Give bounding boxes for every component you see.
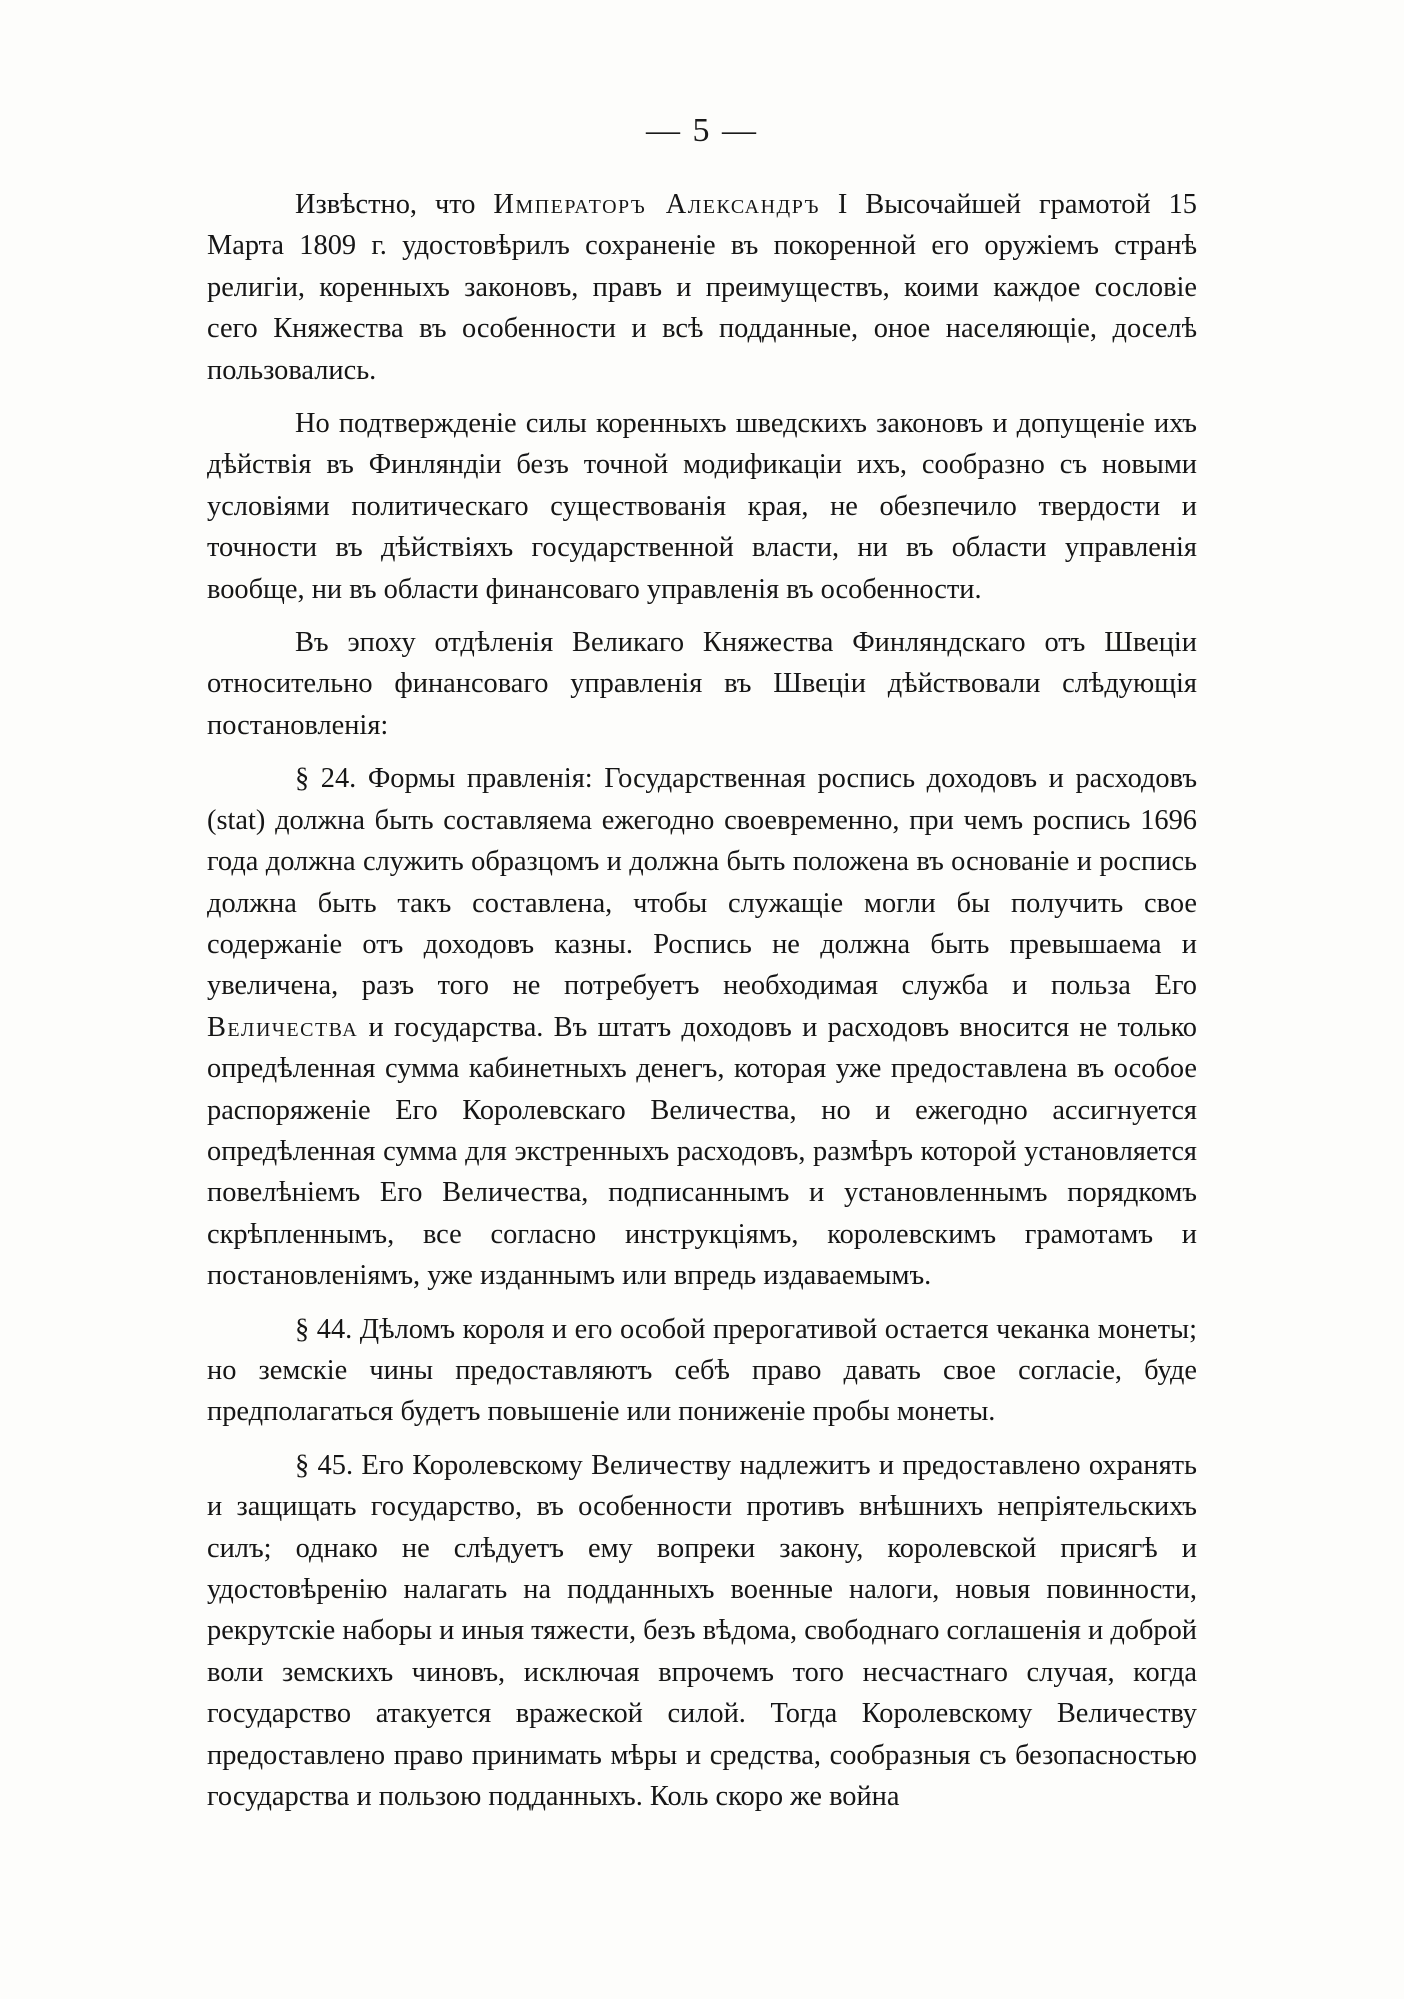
section-24-text-1: § 24. Формы правленія: Государственная роспись доходовъ и расходовъ (stat) должна быть составляема ежегодно своевременно, при чемъ роспись 1696 года должна служить образцомъ и должна быть положена въ основаніе и роспись должна быть такъ составлена, чтобы служащіе могли бы получить свое содержаніе отъ доходовъ казны. Роспись не должна быть превышаема и увеличена, разъ того не потребуетъ необходимая служба и польза Его xyxy=(207,763,1197,1002)
paragraph-intro-text-2: I Высочайшей грамотой 15 Марта 1809 г. удостовѣрилъ сохраненіе въ покоренной его оружіемъ странѣ религіи, коренныхъ законовъ, правъ и преимуществъ, коими каждое сословіе сего Княжества въ особенности и всѣ подданные, оное населяющіе, доселѣ пользовались. xyxy=(207,189,1198,386)
paragraph-section-44 xyxy=(207,1309,1197,1433)
paragraph-epoch xyxy=(207,622,1197,746)
section-44-text: § 44. Дѣломъ короля и его особой прерогативой остается чеканка монеты; но земскіе чины предоставляютъ себѣ право давать свое согласіе, буде предполагаться будетъ повышеніе или пониженіе пробы монеты. xyxy=(207,1313,1197,1428)
paragraph-section-45 xyxy=(207,1445,1197,1818)
paragraph-section-24 xyxy=(207,758,1197,1296)
page-number: — 5 — xyxy=(646,112,758,149)
majesty-title: Величества xyxy=(207,1011,359,1043)
body-text xyxy=(207,184,1197,1817)
section-24-text-2: и государства. Въ штатъ доходовъ и расходовъ вносится не только опредѣленная сумма кабинетныхъ денегъ, которая уже предоставлена въ особое распоряженіе Его Королевскаго Величества, но и ежегодно ассигнуется опредѣленная сумма для экстренныхъ расходовъ, размѣръ которой установляется повелѣніемъ Его Величества, подписаннымъ и установленнымъ порядкомъ скрѣпленнымъ, все согласно инструкціямъ, королевскимъ грамотамъ и постановленіямъ, уже изданнымъ или впредь издаваемымъ. xyxy=(207,1011,1197,1292)
paragraph-intro xyxy=(207,184,1197,391)
paragraph-intro-text-1: Извѣстно, что xyxy=(295,189,494,220)
paragraph-confirmation-text: Но подтвержденіе силы коренныхъ шведскихъ законовъ и допущеніе ихъ дѣйствія въ Финляндіи безъ точной модификаціи ихъ, сообразно съ новыми условіями политическаго существованія края, не обезпечило твердости и точности въ дѣйствіяхъ государственной власти, ни въ области управленія вообще, ни въ области финансоваго управленія въ особенности. xyxy=(207,408,1197,605)
paragraph-epoch-text: Въ эпоху отдѣленія Великаго Княжества Финляндскаго отъ Швеціи относительно финансоваго управленія въ Швеціи дѣйствовали слѣдующія постановленія: xyxy=(207,627,1197,741)
paragraph-confirmation xyxy=(207,403,1197,610)
section-45-text: § 45. Его Королевскому Величеству надлежитъ и предоставлено охранять и защищать государство, въ особенности противъ внѣшнихъ непріятельскихъ силъ; однако не слѣдуетъ ему вопреки закону, королевской присягѣ и удостовѣренію налагать на подданныхъ военные налоги, новыя повинности, рекрутскіе наборы и иныя тяжести, безъ вѣдома, свободнаго соглашенія и доброй воли земскихъ чиновъ, исключая впрочемъ того несчастнаго случая, когда государство атакуется вражеской силой. Тогда Королевскому Величеству предоставлено право принимать мѣры и средства, сообразныя съ безопасностью государства и пользою подданныхъ. Коль скоро же война xyxy=(207,1449,1197,1813)
emperor-name: Императоръ Александръ xyxy=(493,189,820,220)
